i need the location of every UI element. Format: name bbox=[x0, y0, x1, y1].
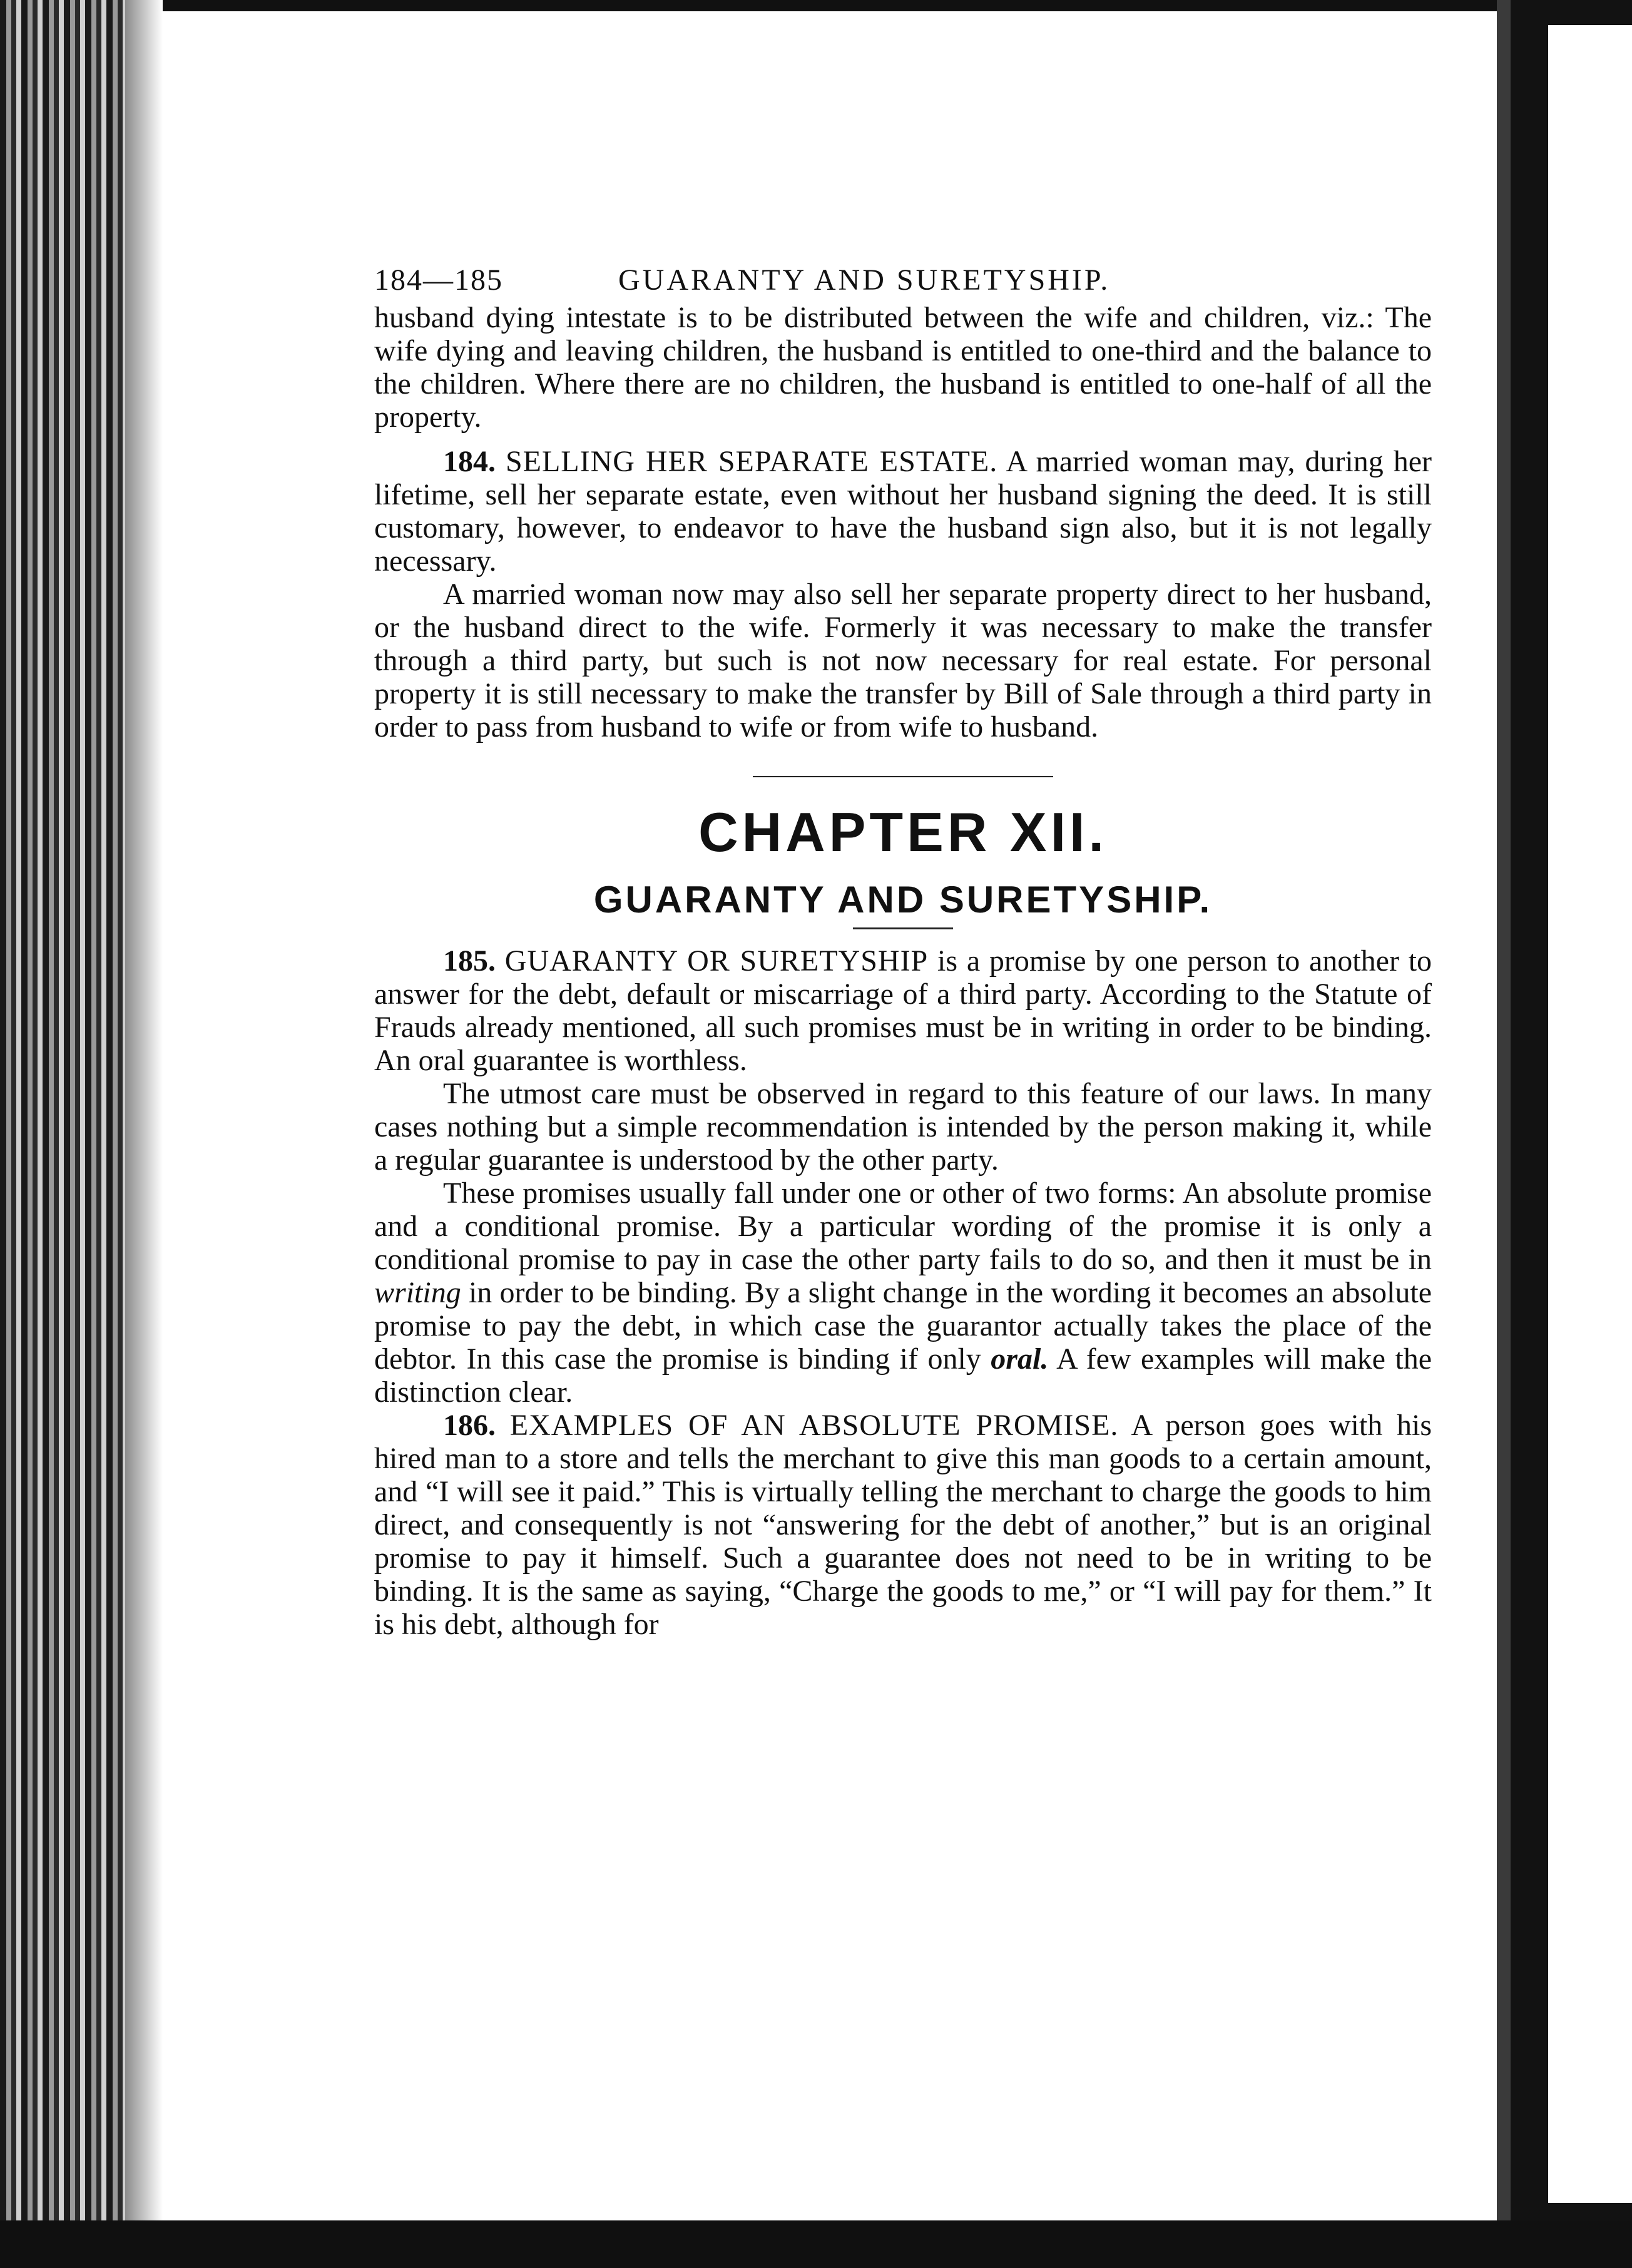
section-184-number: 184. bbox=[443, 445, 496, 478]
paragraph-two-forms-part-a: These promises usually fall under one or other of two forms: An absolute promise and a conditional promise. By a particular wording of the promise it is only a conditional promise to pay in case the other party fails to do so, and then it must be in bbox=[374, 1177, 1432, 1276]
scan-page-edge bbox=[1497, 0, 1511, 2268]
paragraph-two-forms bbox=[374, 1177, 1432, 1409]
scan-border-bottom bbox=[0, 2220, 1632, 2268]
chapter-rule bbox=[853, 927, 953, 929]
section-186 bbox=[374, 1409, 1432, 1641]
scan-border-top bbox=[0, 0, 1632, 11]
section-184-heading: SELLING HER SEPARATE ESTATE. bbox=[505, 445, 998, 478]
paragraph-continuation: husband dying intestate is to be distributed between the wife and children, viz.: The wife dying and leaving children, the husband is entitled to one-third and the balance to the children. Where there are no children, the husband is entitled to one-half of all the property. bbox=[374, 301, 1432, 434]
section-divider bbox=[753, 776, 1053, 777]
scan-adjacent-page bbox=[1548, 25, 1632, 2203]
paragraph-transfer: A married woman now may also sell her separate property direct to her husband, or the husband direct to the wife. Formerly it was necessary to make the transfer through a third party, but such is not now necessary for real estate. For personal property it is still necessary to make the transfer by Bill of Sale through a third party in order to pass from husband to wife or from wife to husband. bbox=[374, 578, 1432, 743]
emphasis-writing: writing bbox=[374, 1276, 461, 1309]
section-186-number: 186. bbox=[443, 1409, 496, 1442]
section-184-text: A married woman may, during her lifetime, sell her separate estate, even without her husband signing the deed. It is still customary, however, to endeavor to have the husband sign also, but it is not legally necessary. bbox=[374, 445, 1432, 578]
section-185-number: 185. bbox=[443, 944, 496, 978]
paragraph-two-forms-part-c: A few examples will make the distinction clear. bbox=[374, 1342, 1432, 1409]
paragraph-two-forms-part-b: in order to be binding. By a slight change in the wording it becomes an absolute promise to pay the debt, in which case the guarantor actually takes the place of the debtor. In this case the promise is binding if only bbox=[374, 1276, 1432, 1376]
section-185-text: is a promise by one person to another to answer for the debt, default or miscarriage of a third party. According to the Statute of Frauds already mentioned, all such promises must be in writing in order to be binding. An oral guarantee is worthless. bbox=[374, 944, 1432, 1077]
book-page bbox=[374, 263, 1432, 1641]
running-head-pages: 184—185 bbox=[374, 263, 503, 297]
running-head bbox=[374, 263, 1432, 297]
section-186-text: A person goes with his hired man to a store and tells the merchant to give this man goods to a certain amount, and “I will see it paid.” This is virtually telling the merchant to charge the goods to him direct, and consequently is not “answering for the debt of another,” but is an original promise to pay it himself. Such a guarantee does not need to be in writing to be binding. It is the same as saying, “Charge the goods to me,” or “I will pay for them.” It is his debt, although for bbox=[374, 1409, 1432, 1641]
section-184 bbox=[374, 445, 1432, 578]
section-186-heading: EXAMPLES OF AN ABSOLUTE PROMISE. bbox=[509, 1409, 1119, 1442]
paragraph-utmost-care: The utmost care must be observed in regard to this feature of our laws. In many cases nothing but a simple recommendation is intended by the person making it, while a regular guarantee is understood by the other party. bbox=[374, 1077, 1432, 1177]
scan-page-gutter bbox=[125, 0, 163, 2268]
section-185-heading: GUARANTY OR SURETYSHIP bbox=[504, 944, 929, 978]
chapter-subtitle: GUARANTY AND SURETYSHIP. bbox=[593, 879, 1213, 921]
section-185 bbox=[374, 944, 1432, 1077]
emphasis-oral: oral. bbox=[991, 1342, 1049, 1376]
chapter-title: CHAPTER XII. bbox=[698, 801, 1108, 863]
running-head-title: GUARANTY AND SURETYSHIP. bbox=[618, 263, 1111, 297]
